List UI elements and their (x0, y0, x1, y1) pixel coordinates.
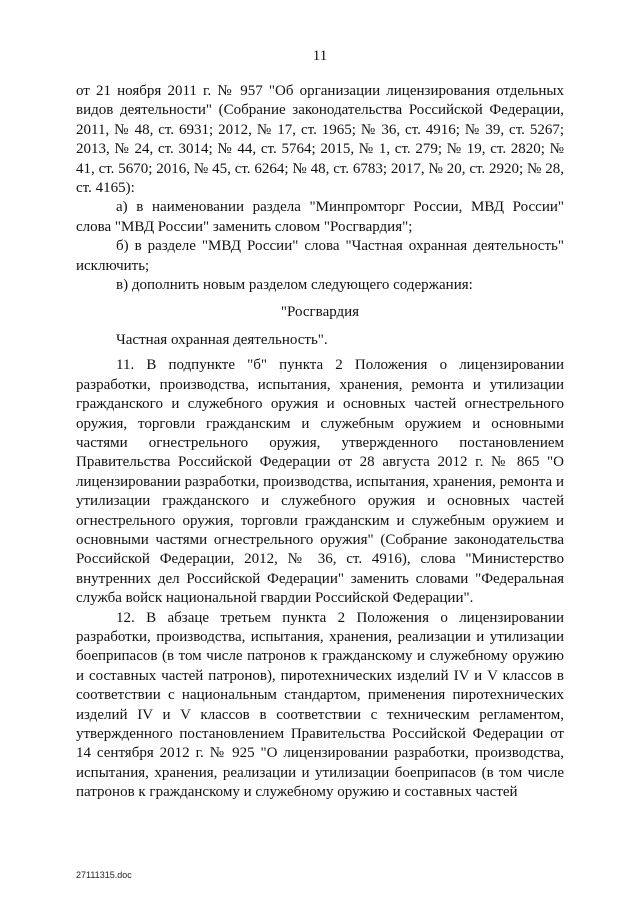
paragraph-section-activity: Частная охранная деятельность". (116, 331, 328, 348)
section-heading: "Росгвардия (280, 304, 360, 321)
paragraph-item-a: а) в наименовании раздела "Минпромторг России, МВД России" слова "МВД России" заменить словом "Росгвардия"; (76, 199, 564, 235)
paragraph-item-b: б) в разделе "МВД России" слова "Частная охранная деятельность" исключить; (76, 238, 564, 274)
paragraph-citation: от 21 ноября 2011 г. № 957 "Об организации лицензирования отдельных видов деятельности" (Собрание законодательства Российской Федерации, 2011, № 48, ст. 6931; 2012, № 17, ст. 1965; № 36, ст. 4916; № 39, ст. 5267; 2013, № 24, ст. 3014; № 44, ст. 5764; 2015, № 1, ст. 279; № 19, ст. 2820; № 41, ст. 5670; 2016, № 45, ст. 6264; № 48, ст. 6783; 2017, № 20, ст. 2920; № 28, ст. 4165): (76, 83, 564, 197)
file-name-footer: 27111315.doc (76, 870, 132, 880)
document-body (76, 82, 564, 803)
paragraph-item-v: в) дополнить новым разделом следующего содержания: (116, 277, 473, 294)
page-number: 11 (312, 48, 328, 64)
paragraph-clause-11: 11. В подпункте "б" пункта 2 Положения о лицензировании разработки, производства, испытания, хранения, ремонта и утилизации гражданского и служебного оружия и основных частей огнестрельного оружия, торговли гражданским и служебным оружием и основными частями огнестрельного оружия, утвержденного постановлением Правительства Российской Федерации от 28 августа 2012 г. № 865 "О лицензировании разработки, производства, испытания, хранения, ремонта и утилизации гражданского и служебного оружия и основных частей огнестрельного оружия, торговли гражданским и служебным оружием и основными частями огнестрельного оружия" (Собрание законодательства Российской Федерации, 2012, № 36, ст. 4916), слова "Министерство внутренних дел Российской Федерации" заменить словами "Федеральная служба войск национальной гвардии Российской Федерации". (76, 357, 564, 607)
paragraph-clause-12: 12. В абзаце третьем пункта 2 Положения о лицензировании разработки, производства, испытания, хранения, реализации и утилизации боеприпасов (в том числе патронов к гражданскому и служебному оружию и составных частей патронов), пиротехнических изделий IV и V классов в соответствии с национальным стандартом, применения пиротехнических изделий IV и V классов в соответствии с техническим регламентом, утвержденного постановлением Правительства Российской Федерации от 14 сентября 2012 г. № 925 "О лицензировании разработки, производства, испытания, хранения, реализации и утилизации боеприпасов (в том числе патронов к гражданскому и служебному оружию и составных частей (76, 609, 564, 801)
